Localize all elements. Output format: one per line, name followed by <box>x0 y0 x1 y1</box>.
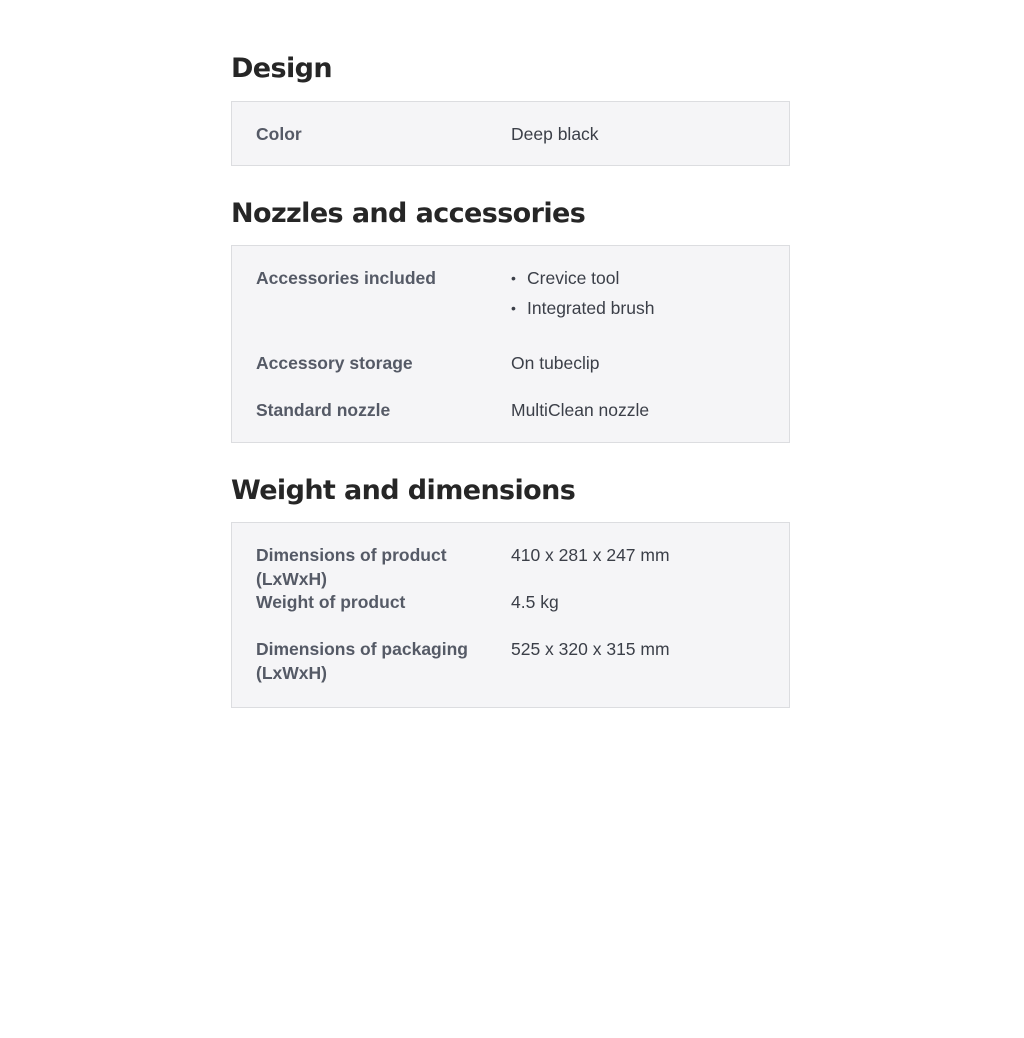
bullet-icon: • <box>511 270 516 286</box>
spec-table-weight-dimensions <box>231 522 790 708</box>
spec-label: Accessories included <box>256 268 436 288</box>
list-item-text: Crevice tool <box>527 268 620 288</box>
spec-value: 525 x 320 x 315 mm <box>511 639 670 659</box>
section-title-weight-dimensions: Weight and dimensions <box>231 475 576 506</box>
section-title-nozzles-accessories: Nozzles and accessories <box>231 198 586 229</box>
spec-value: MultiClean nozzle <box>511 400 650 420</box>
spec-table-design <box>231 101 790 166</box>
spec-value: On tubeclip <box>511 353 600 373</box>
spec-label: Weight of product <box>256 592 406 612</box>
spec-table-nozzles-accessories <box>231 245 790 443</box>
spec-label: Color <box>256 124 302 144</box>
spec-value: 410 x 281 x 247 mm <box>511 545 670 565</box>
section-title-design: Design <box>231 53 332 84</box>
spec-label: Accessory storage <box>256 353 413 373</box>
spec-label: Dimensions of product (LxWxH) <box>256 545 447 589</box>
accessories-list <box>511 266 654 326</box>
spec-label: Standard nozzle <box>256 400 391 420</box>
spec-value: 4.5 kg <box>511 592 559 612</box>
list-item <box>511 296 654 320</box>
spec-value: Deep black <box>511 124 599 144</box>
spec-label: Dimensions of packaging (LxWxH) <box>256 639 468 683</box>
list-item <box>511 266 654 290</box>
bullet-icon: • <box>511 300 516 316</box>
list-item-text: Integrated brush <box>527 298 655 318</box>
